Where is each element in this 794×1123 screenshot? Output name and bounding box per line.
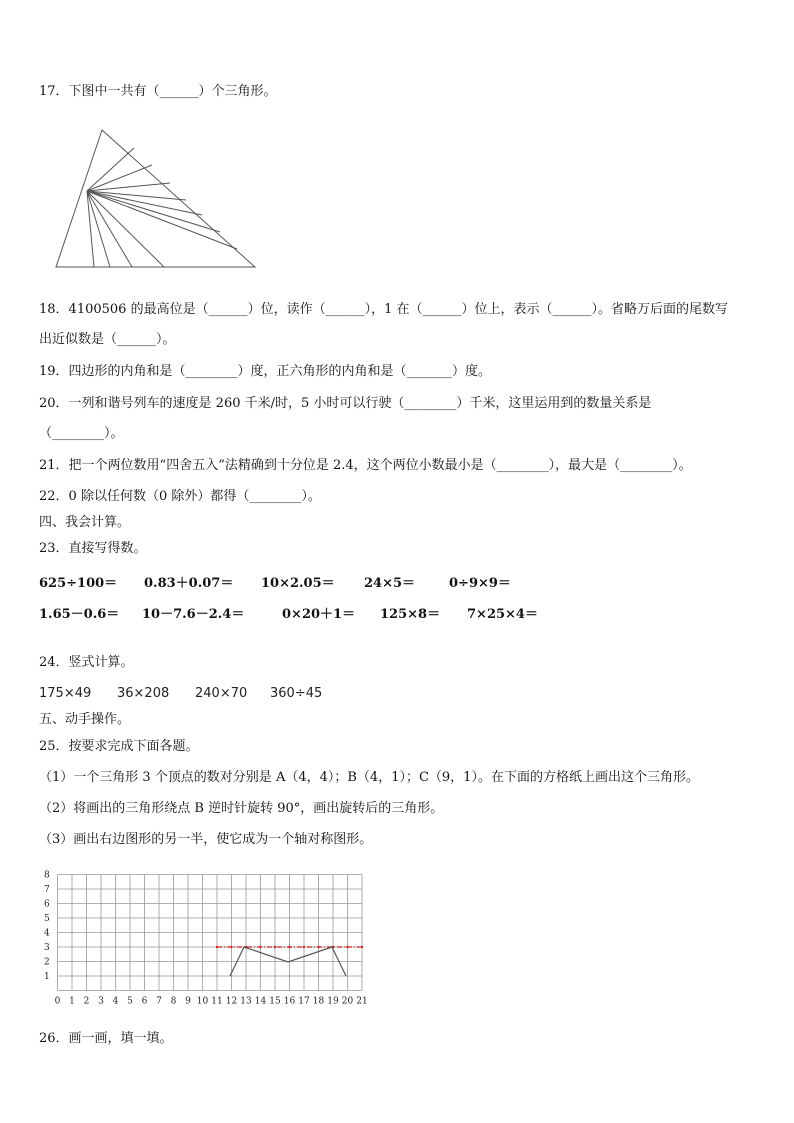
q24-text: 24．竖式计算。 [39, 655, 134, 670]
q25-text: 25．按要求完成下面各题。 [39, 739, 199, 754]
x-tick-label: 16 [283, 996, 296, 1007]
q20-line2: （________）。 [39, 426, 124, 441]
y-tick-label: 6 [44, 899, 50, 910]
axis-dot [288, 946, 290, 948]
vertical-calc-item: 175×49 [39, 686, 92, 701]
q25-sub1: （1）一个三角形 3 个顶点的数对分别是 A（4，4）；B（4，1）；C（9，1）。在下面的方格纸上画出这个三角形。 [39, 770, 699, 785]
x-tick-label: 0 [54, 996, 61, 1007]
x-tick-label: 9 [185, 996, 191, 1007]
q17-text: 17．下图中一共有（______）个三角形。 [39, 84, 277, 99]
q19-text: 19．四边形的内角和是（________）度，正六角形的内角和是（_______）度。 [39, 364, 492, 379]
x-tick-label: 17 [298, 996, 310, 1007]
vertical-calc-item: 36×208 [117, 686, 170, 701]
calc-item: 1.65－0.6＝ [39, 607, 120, 622]
x-tick-label: 11 [211, 996, 223, 1007]
calc-item: 7×25×4＝ [467, 607, 538, 622]
axis-dot [361, 946, 363, 948]
coordinate-grid [40, 868, 370, 1008]
x-tick-label: 4 [112, 996, 119, 1007]
vertical-calc-item: 360÷45 [270, 686, 323, 701]
x-tick-label: 21 [356, 996, 368, 1007]
calc-item: 10－7.6－2.4＝ [142, 607, 245, 622]
x-tick-label: 12 [225, 996, 238, 1007]
x-tick-label: 20 [341, 996, 354, 1007]
y-tick-label: 5 [44, 914, 50, 924]
x-tick-label: 2 [83, 996, 90, 1007]
calc-item: 125×8＝ [380, 607, 441, 622]
y-tick-label: 8 [44, 870, 50, 881]
q25-sub3: （3）画出右边图形的另一半，使它成为一个轴对称图形。 [39, 832, 373, 847]
axis-dot [303, 946, 305, 948]
y-tick-label: 4 [44, 928, 50, 939]
q21-text: 21．把一个两位数用“四舍五入”法精确到十分位是 2.4，这个两位小数最小是（________），最大是（________）。 [39, 458, 692, 473]
calc-item: 0.83＋0.07＝ [144, 576, 234, 591]
q22-text: 22．0 除以任何数（0 除外）都得（________）。 [39, 489, 321, 504]
q18-line2: 出近似数是（______）。 [39, 332, 176, 347]
x-tick-label: 8 [170, 996, 177, 1007]
calc-item: 625÷100＝ [39, 576, 118, 591]
x-tick-label: 18 [312, 996, 325, 1007]
x-tick-label: 5 [127, 996, 133, 1007]
x-tick-label: 19 [327, 996, 339, 1007]
q26-text: 26．画一画，填一填。 [39, 1031, 173, 1046]
calc-item: 0÷9×9＝ [449, 576, 511, 591]
y-tick-label: 2 [44, 957, 50, 968]
x-tick-label: 10 [196, 996, 209, 1007]
x-tick-label: 6 [141, 996, 148, 1007]
y-tick-label: 7 [44, 885, 50, 895]
calc-item: 10×2.05＝ [261, 576, 335, 591]
x-tick-label: 7 [156, 996, 162, 1007]
q18-line1: 18．4100506 的最高位是（______）位，读作（______），1 在（______）位上，表示（______）。省略万后面的尾数写 [39, 302, 728, 317]
x-tick-label: 3 [98, 996, 104, 1007]
y-tick-label: 1 [44, 972, 50, 982]
x-tick-label: 15 [269, 996, 281, 1007]
q20-line1: 20．一列和谐号列车的速度是 260 千米/时，5 小时可以行驶（________）千米，这里运用到的数量关系是 [39, 396, 652, 411]
axis-dot [216, 946, 218, 948]
fan-triangle-figure [54, 128, 260, 270]
axis-dot [274, 946, 276, 948]
section5-heading: 五、动手操作。 [39, 712, 131, 727]
y-tick-label: 3 [44, 943, 50, 953]
axis-dot [259, 946, 261, 948]
x-tick-label: 14 [254, 996, 267, 1007]
axis-dot [230, 946, 232, 948]
x-tick-label: 13 [240, 996, 252, 1007]
vertical-calc-item: 240×70 [195, 686, 248, 701]
x-tick-label: 1 [69, 996, 75, 1007]
axis-dot [346, 946, 348, 948]
axis-dot [317, 946, 319, 948]
q25-sub2: （2）将画出的三角形绕点 B 逆时针旋转 90°，画出旋转后的三角形。 [39, 801, 444, 816]
section4-heading: 四、我会计算。 [39, 515, 131, 530]
calc-item: 24×5＝ [364, 576, 416, 591]
calc-item: 0×20＋1＝ [282, 607, 356, 622]
q23-text: 23．直接写得数。 [39, 541, 147, 556]
